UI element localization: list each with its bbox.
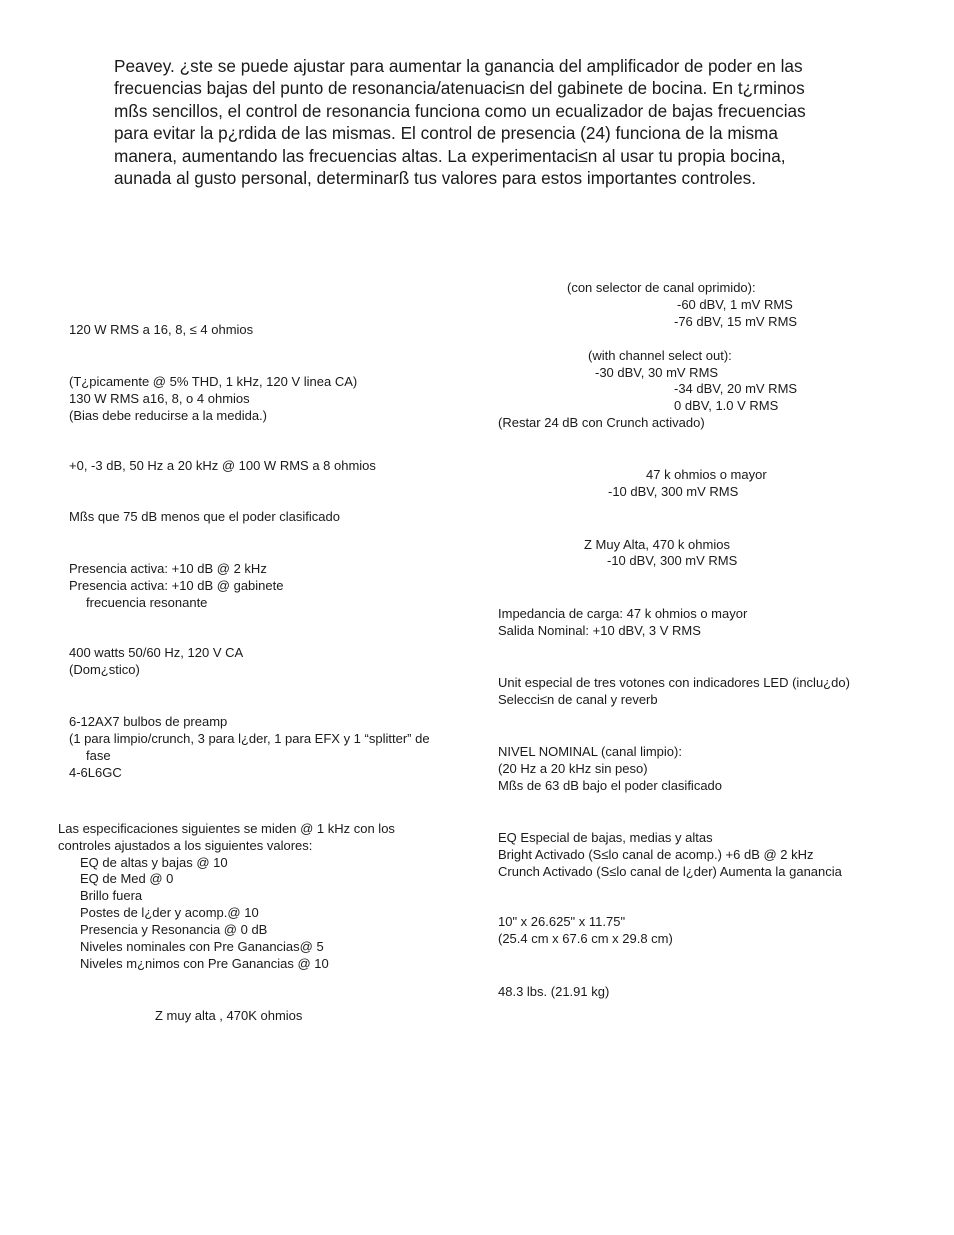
intro-line: Peavey. ¿ste se puede ajustar para aumentar la ganancia del amplificador de poder en las	[114, 56, 803, 76]
footswitch-spec: Unit especial de tres votones con indicadores LED (inclu¿do)	[498, 675, 850, 690]
sensitivity-60: -60 dBV, 1 mV RMS	[677, 297, 793, 312]
bias-note: (Bias debe reducirse a la medida.)	[69, 408, 267, 423]
weight: 48.3 lbs. (21.91 kg)	[498, 984, 610, 999]
frequency-response: +0, -3 dB, 50 Hz a 20 kHz @ 100 W RMS a 8 ohmios	[69, 458, 376, 473]
bright-spec: Bright Activado (S≤lo canal de acomp.) +6 dB @ 2 kHz	[498, 847, 814, 862]
hum-noise: Mßs que 75 dB menos que el poder clasificado	[69, 509, 340, 524]
input-impedance: Z muy alta , 470K ohmios	[155, 1008, 303, 1023]
setting-item: EQ de Med @ 0	[80, 871, 174, 886]
nominal-output: Salida Nominal: +10 dBV, 3 V RMS	[498, 623, 701, 638]
spec-note: Las especificaciones siguientes se miden @ 1 kHz con los	[58, 821, 395, 836]
nominal-level: NIVEL NOMINAL (canal limpio):	[498, 744, 682, 759]
power-typical: (T¿picamente @ 5% THD, 1 kHz, 120 V linea CA)	[69, 374, 358, 389]
setting-item: Presencia y Resonancia @ 0 dB	[80, 922, 268, 937]
tubes-preamp: 6-12AX7 bulbos de preamp	[69, 714, 228, 729]
footswitch-selection: Selecci≤n de canal y reverb	[498, 692, 658, 707]
fx-send-level: -10 dBV, 300 mV RMS	[608, 484, 739, 499]
setting-item: EQ de altas y bajas @ 10	[80, 855, 228, 870]
crunch-spec: Crunch Activado (S≤lo canal de l¿der) Aumenta la ganancia	[498, 864, 842, 879]
power-consumption: 400 watts 50/60 Hz, 120 V CA	[69, 645, 244, 660]
fx-return-impedance: Z Muy Alta, 470 k ohmios	[584, 537, 730, 552]
crunch-note: (Restar 24 dB con Crunch activado)	[498, 415, 705, 430]
presence-spec: Presencia activa: +10 dB @ 2 kHz	[69, 561, 267, 576]
intro-line: manera, aumentando las frecuencias altas. La experimentaci≤n al usar tu propia bocina,	[114, 145, 786, 166]
resonance-spec-cont: frecuencia resonante	[86, 595, 208, 610]
intro-line: aunada al gusto personal, determinarß tus valores para estos importantes controles.	[114, 168, 757, 189]
sensitivity-0: 0 dBV, 1.0 V RMS	[674, 398, 779, 413]
dimensions-in: 10" x 26.625" x 11.75"	[498, 914, 626, 929]
below-rated: Mßs de 63 dB bajo el poder clasificado	[498, 778, 723, 793]
sensitivity-76: -76 dBV, 15 mV RMS	[674, 314, 798, 329]
tubes-power: 4-6L6GC	[69, 765, 122, 780]
power-rated: 120 W RMS a 16, 8, ≤ 4 ohmios	[69, 322, 254, 337]
selector-out-label: (with channel select out):	[588, 348, 732, 363]
sensitivity-34: -34 dBV, 20 mV RMS	[674, 381, 798, 396]
domestic-note: (Dom¿stico)	[69, 662, 140, 677]
resonance-spec: Presencia activa: +10 dB @ gabinete	[69, 578, 284, 593]
eq-special: EQ Especial de bajas, medias y altas	[498, 830, 713, 845]
sensitivity-30: -30 dBV, 30 mV RMS	[595, 365, 719, 380]
tubes-detail: (1 para limpio/crunch, 3 para l¿der, 1 para EFX y 1 “splitter” de	[69, 731, 430, 746]
fx-send-impedance: 47 k ohmios o mayor	[646, 467, 767, 482]
setting-item: Brillo fuera	[80, 888, 143, 903]
selector-pressed-label: (con selector de canal oprimido):	[567, 280, 756, 295]
power-130: 130 W RMS a16, 8, o 4 ohmios	[69, 391, 250, 406]
setting-item: Postes de l¿der y acomp.@ 10	[80, 905, 259, 920]
unweighted-note: (20 Hz a 20 kHz sin peso)	[498, 761, 648, 776]
fx-return-level: -10 dBV, 300 mV RMS	[607, 553, 738, 568]
intro-paragraph	[114, 55, 894, 189]
load-impedance: Impedancia de carga: 47 k ohmios o mayor	[498, 606, 748, 621]
intro-line: mßs sencillos, el control de resonancia funciona como un ecualizador de bajas frecuencias	[114, 100, 806, 121]
setting-item: Niveles nominales con Pre Ganancias@ 5	[80, 939, 324, 954]
intro-line: para evitar la p¿rdida de las mismas. El control de presencia (24) funciona de la misma	[114, 123, 778, 144]
spec-note-cont: controles ajustados a los siguientes valores:	[58, 838, 313, 853]
setting-item: Niveles m¿nimos con Pre Ganancias @ 10	[80, 956, 329, 971]
intro-line: frecuencias bajas del punto de resonancia/atenuaci≤n del gabinete de bocina. En t¿rminos	[114, 78, 805, 99]
dimensions-cm: (25.4 cm x 67.6 cm x 29.8 cm)	[498, 931, 673, 946]
tubes-detail-cont: fase	[86, 748, 111, 763]
